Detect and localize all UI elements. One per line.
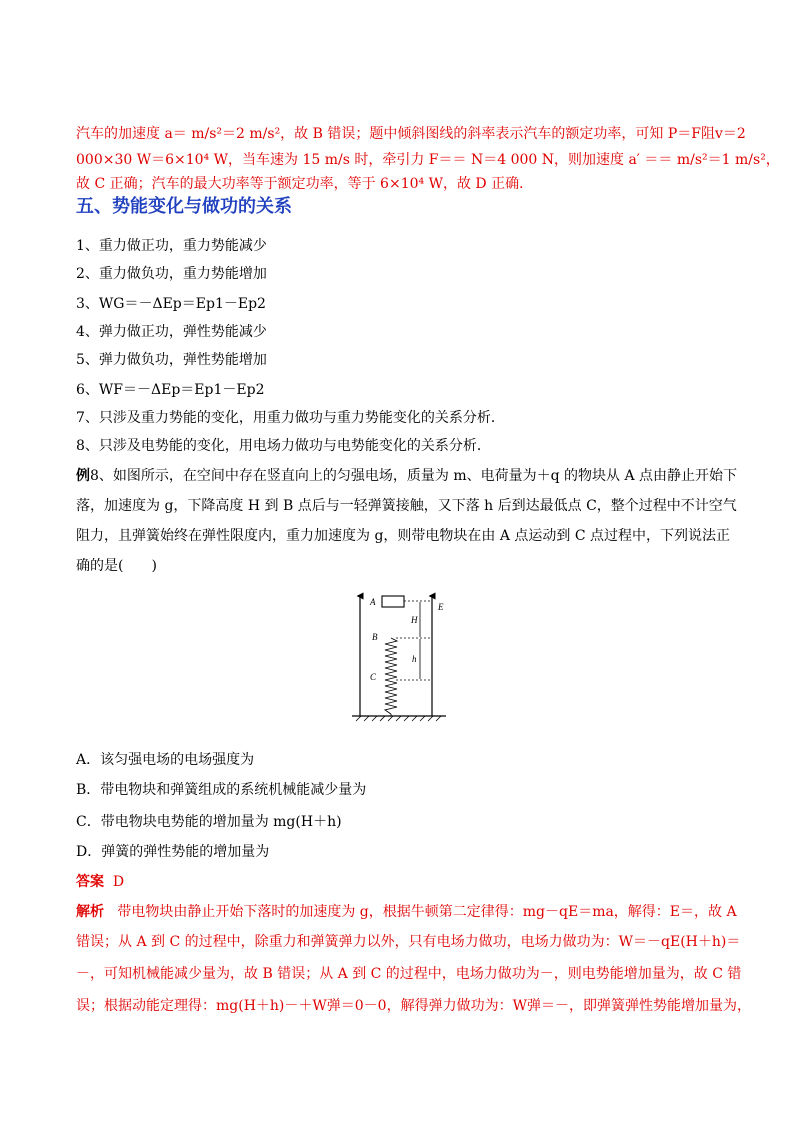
answer-label: 答案 xyxy=(76,874,104,890)
point-3: 3、WG＝－ΔEp＝Ep1－Ep2 xyxy=(76,296,266,312)
label-A: A xyxy=(370,597,376,607)
label-C: C xyxy=(370,672,377,682)
example-line-1 xyxy=(76,466,737,486)
point-7: 7、只涉及重力势能的变化，用重力做功与重力势能变化的关系分析． xyxy=(76,410,505,426)
spring-field-diagram xyxy=(350,588,460,728)
ground-hatching xyxy=(356,716,441,721)
point-6: 6、WF＝－ΔEp＝Ep1－Ep2 xyxy=(76,382,265,398)
prev-solution-line-2: 000×30 W＝6×10⁴ W，当车速为 15 m/s 时，牵引力 F＝＝ N＝4 000 N，则加速度 a′ ＝＝ m/s²＝1 m/s²， xyxy=(76,152,780,168)
answer-value: D xyxy=(112,874,125,890)
label-B: B xyxy=(372,632,378,642)
spring xyxy=(385,638,397,714)
option-d: D．弹簧的弹性势能的增加量为 xyxy=(76,844,270,860)
option-a: A．该匀强电场的电场强度为 xyxy=(76,752,255,768)
prev-solution-line-1: 汽车的加速度 a＝ m/s²＝2 m/s²，故 B 错误；题中倾斜图线的斜率表示汽车的额定功率，可知 P＝F阻v＝2 xyxy=(76,126,746,142)
block xyxy=(382,596,404,607)
prev-solution-line-3: 故 C 正确；汽车的最大功率等于额定功率，等于 6×10⁴ W，故 D 正确． xyxy=(76,176,534,192)
analysis-line-3: －，可知机械能减少量为，故 B 错误；从 A 到 C 的过程中，电场力做功为－，则电势能增加量为，故 C 错 xyxy=(76,966,742,982)
example-label: 例 xyxy=(76,468,90,484)
example-line-2: 落，加速度为 g，下降高度 H 到 B 点后与一轻弹簧接触，又下落 h 后到达最低点 C，整个过程中不计空气 xyxy=(76,498,737,514)
section-title: 五、势能变化与做功的关系 xyxy=(76,196,292,217)
analysis-text-1: 带电物块由静止开始下落时的加速度为 g，根据牛顿第二定律得：mg－qE＝ma，解得：E＝，故 A xyxy=(117,904,737,920)
point-4: 4、弹力做正功，弹性势能减少 xyxy=(76,324,267,340)
option-c: C．带电物块电势能的增加量为 mg(H＋h) xyxy=(76,814,342,830)
option-b: B．带电物块和弹簧组成的系统机械能减少量为 xyxy=(76,782,367,798)
point-5: 5、弹力做负功，弹性势能增加 xyxy=(76,352,267,368)
analysis-line-1 xyxy=(76,902,737,922)
analysis-label: 解析 xyxy=(76,904,104,920)
label-h: h xyxy=(412,654,417,664)
example-line-4: 确的是( ) xyxy=(76,558,157,574)
diagram-svg xyxy=(350,588,460,728)
example-line-3: 阻力，且弹簧始终在弹性限度内，重力加速度为 g，则带电物块在由 A 点运动到 C 点过程中，下列说法正 xyxy=(76,528,731,544)
label-H: H xyxy=(411,615,418,625)
answer-line xyxy=(76,872,124,892)
point-8: 8、只涉及电势能的变化，用电场力做功与电势能变化的关系分析． xyxy=(76,438,491,454)
analysis-line-2: 错误；从 A 到 C 的过程中，除重力和弹簧弹力以外，只有电场力做功，电场力做功为：W＝－qE(H＋h)＝ xyxy=(76,934,741,950)
example-text-1: 8、如图所示，在空间中存在竖直向上的匀强电场，质量为 m、电荷量为＋q 的物块从 A 点由静止开始下 xyxy=(90,468,738,484)
analysis-line-4: 误；根据动能定理得：mg(H＋h)－＋W弹＝0－0，解得弹力做功为：W弹＝－，即弹簧弹性势能增加量为， xyxy=(76,998,751,1014)
point-2: 2、重力做负功，重力势能增加 xyxy=(76,266,267,282)
label-E: E xyxy=(438,602,444,612)
point-1: 1、重力做正功，重力势能减少 xyxy=(76,238,267,254)
